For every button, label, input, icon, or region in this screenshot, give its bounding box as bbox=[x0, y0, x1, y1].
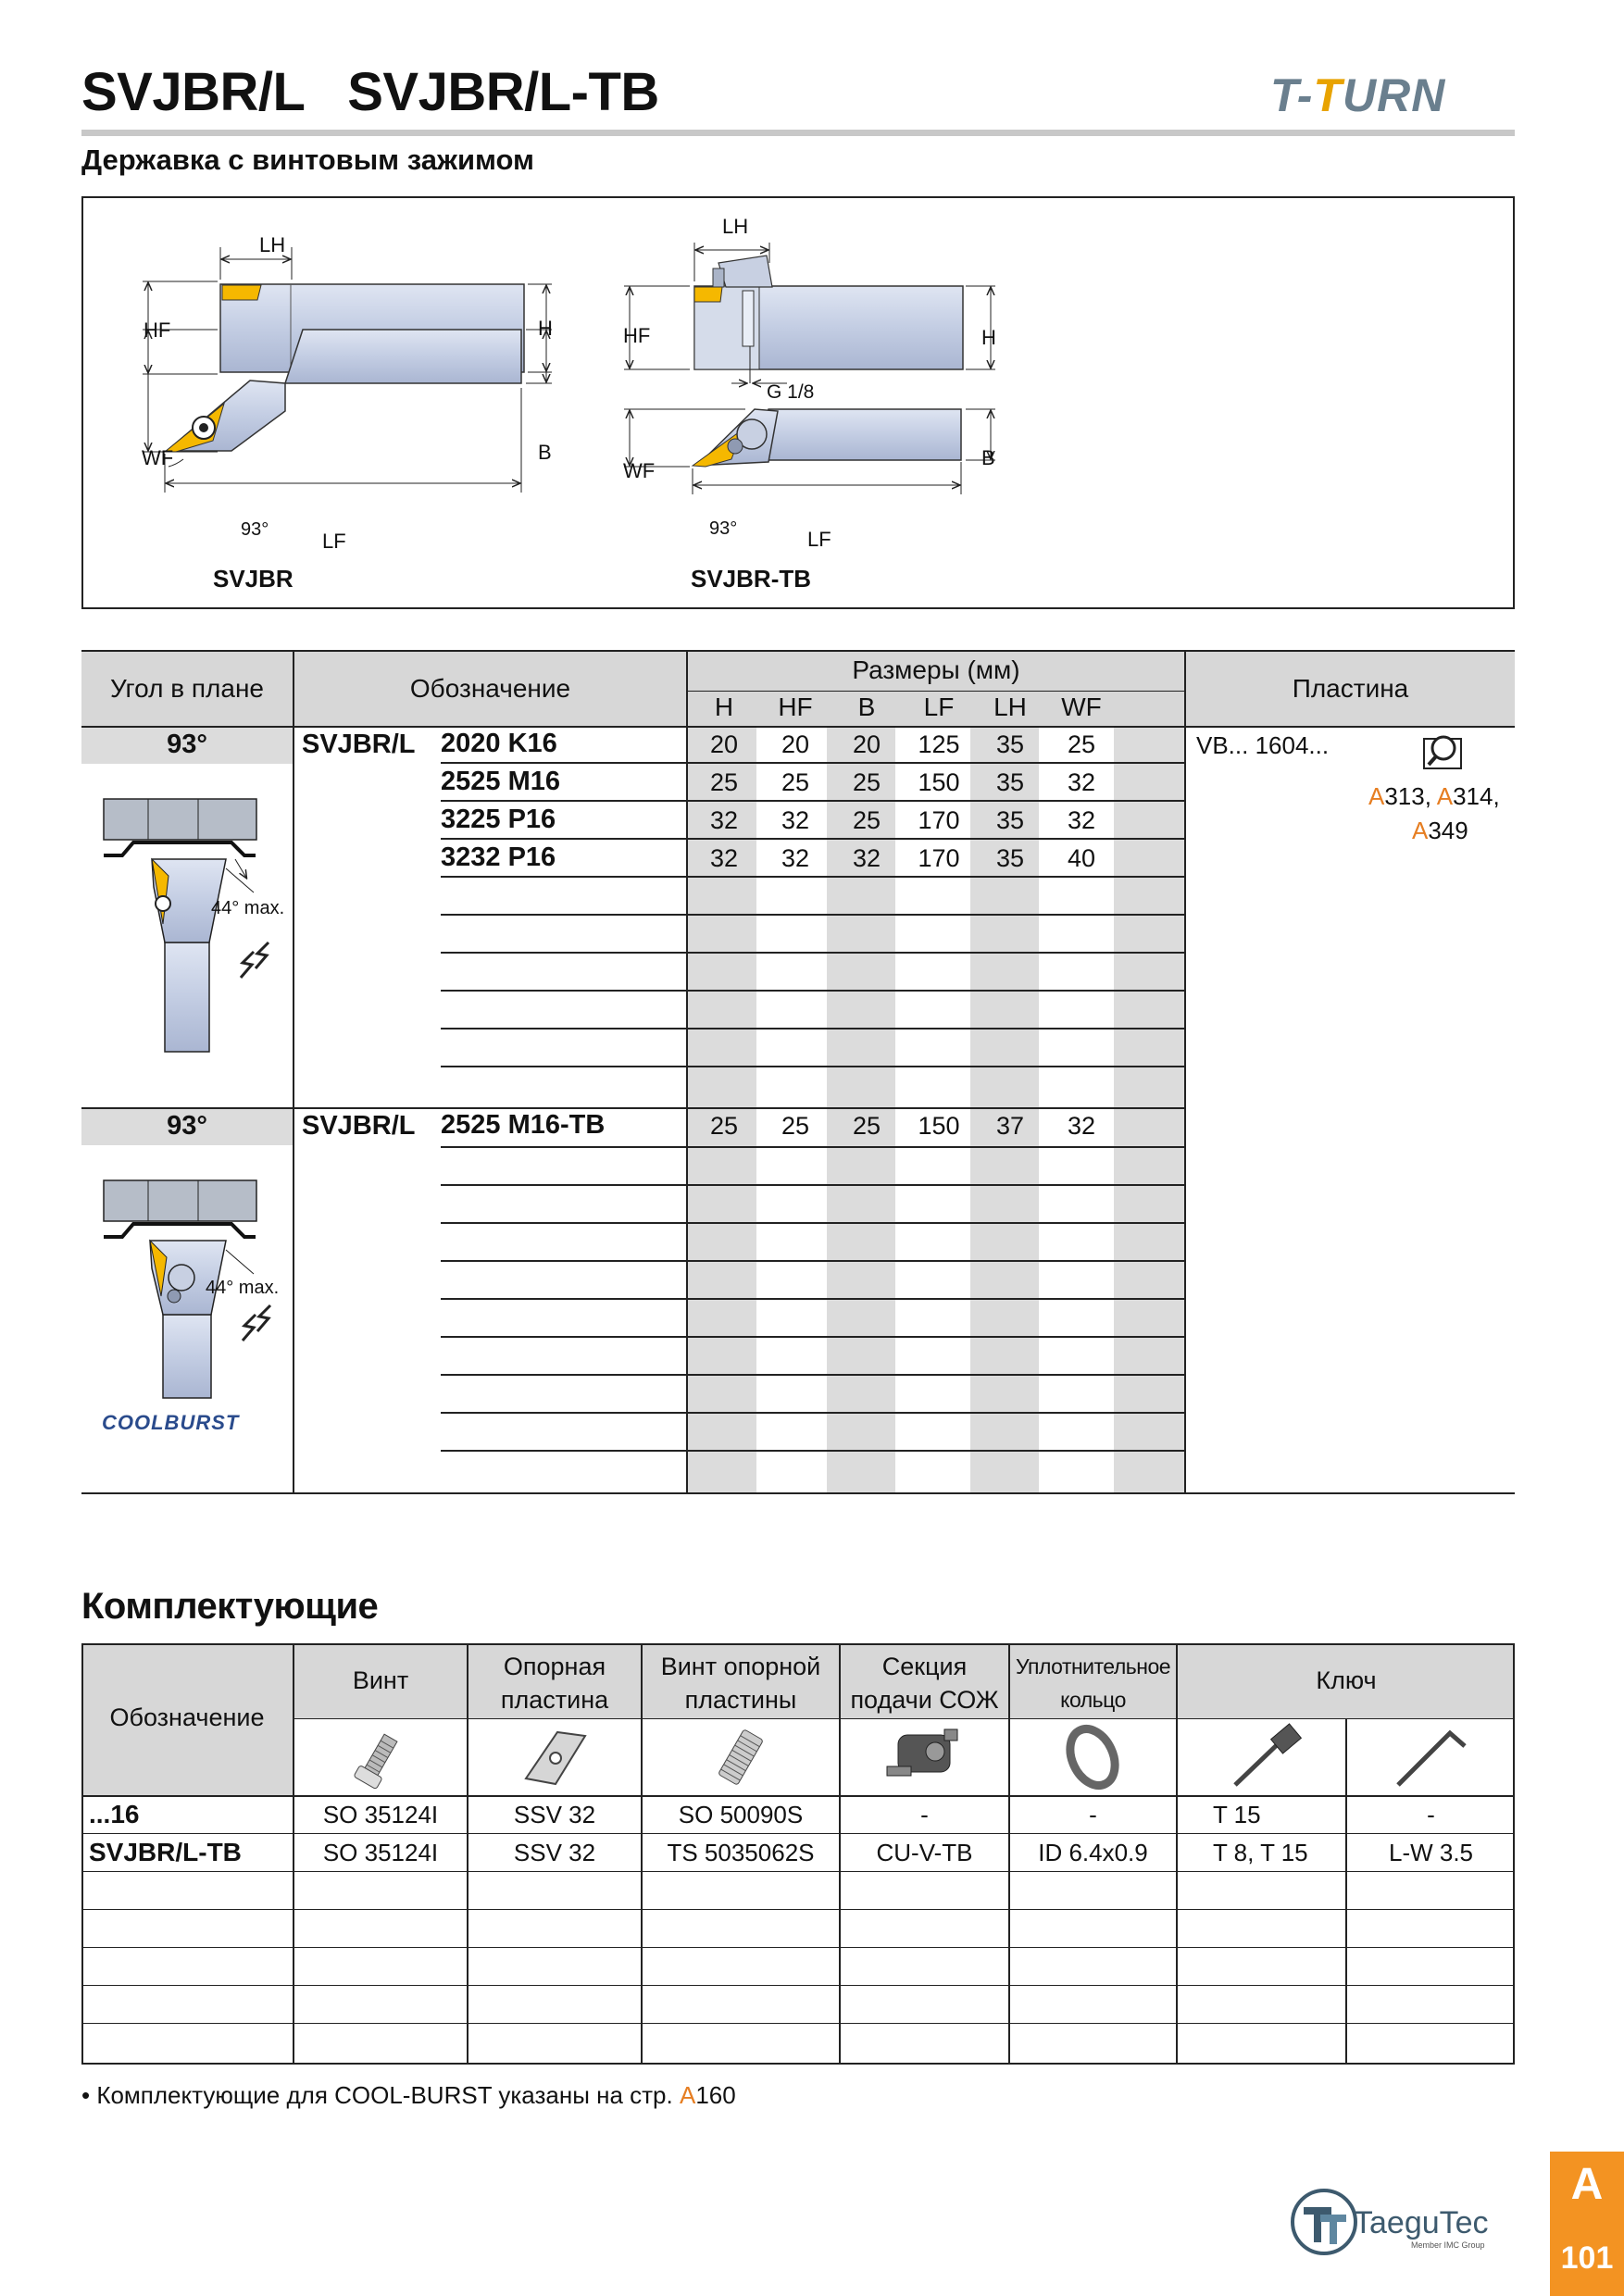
magnifier-icon bbox=[1421, 731, 1466, 772]
dim-h-label: H bbox=[538, 317, 553, 340]
svjbr-tb-caption: SVJBR-TB bbox=[691, 565, 812, 593]
col-header-hf: HF bbox=[778, 693, 813, 721]
header-insert: Пластина bbox=[1292, 674, 1409, 703]
acc-cell: TS 5035062S bbox=[667, 1839, 815, 1866]
acc-cell: SO 35124I bbox=[322, 1839, 439, 1866]
table-row-values: 32 32 32 170 35 40 bbox=[709, 844, 1096, 872]
section-letter: A bbox=[1570, 2160, 1604, 2209]
acc-header-coolant: Секция подачи СОЖ bbox=[850, 1653, 999, 1714]
col-header-b: B bbox=[857, 693, 876, 721]
acc-cell: L-W 3.5 bbox=[1388, 1839, 1474, 1866]
svjbr-top-view bbox=[143, 330, 552, 493]
footnote: • Комплектующие для COOL-BURST указаны на стр. A160 bbox=[81, 2081, 736, 2109]
table-row-values: 32 32 25 170 35 32 bbox=[709, 806, 1096, 834]
dim-wf-label: WF bbox=[142, 446, 174, 469]
page-title: SVJBR/L SVJBR/L-TB bbox=[81, 62, 659, 122]
acc-cell: ID 6.4x0.9 bbox=[1038, 1839, 1148, 1866]
header-divider bbox=[81, 130, 1515, 136]
shim-icon bbox=[518, 1727, 593, 1788]
section-page-tab bbox=[1550, 2152, 1624, 2296]
insert-ref-line1: A313, A314, bbox=[1368, 782, 1500, 810]
dim-lh-label: LH bbox=[259, 233, 286, 256]
acc-row-designation: SVJBR/L-TB bbox=[89, 1838, 242, 1866]
acc-cell: T 8, T 15 bbox=[1213, 1839, 1308, 1866]
page-subtitle: Державка с винтовым зажимом bbox=[81, 144, 534, 176]
col-header-lh: LH bbox=[993, 693, 1027, 721]
dim-h-label: H bbox=[981, 326, 996, 349]
dim-b-label: B bbox=[538, 441, 552, 464]
group2-max-angle: 44° max. bbox=[206, 1278, 280, 1298]
acc-cell: - bbox=[1427, 1801, 1435, 1828]
acc-header-designation: Обозначение bbox=[109, 1703, 265, 1731]
group2-angle: 93° bbox=[167, 1111, 207, 1141]
coolburst-logo: COOLBURST bbox=[102, 1411, 240, 1434]
group2-prefix: SVJBR/L bbox=[302, 1111, 416, 1141]
company-name: TaeguTec bbox=[1354, 2205, 1489, 2240]
col-header-lf: LF bbox=[923, 693, 955, 721]
insert-code: VB... 1604... bbox=[1196, 731, 1330, 759]
group1-max-angle: 44° max. bbox=[211, 898, 285, 918]
acc-cell: - bbox=[920, 1801, 929, 1828]
dim-lh-label: LH bbox=[722, 215, 749, 238]
acc-header-shim-screw: Винт опорной пластины bbox=[660, 1653, 821, 1714]
seal-ring-icon bbox=[1051, 1722, 1134, 1792]
acc-cell: - bbox=[1089, 1801, 1097, 1828]
dim-b-label: B bbox=[981, 446, 995, 469]
taegutec-logo-icon bbox=[1287, 2185, 1361, 2259]
acc-cell: SO 35124I bbox=[322, 1801, 439, 1828]
group1-prefix: SVJBR/L bbox=[302, 730, 416, 759]
dim-wf-label: WF bbox=[623, 459, 656, 482]
col-header-wf: WF bbox=[1061, 693, 1102, 721]
torx-key-icon bbox=[1222, 1722, 1305, 1792]
acc-cell: T 15 bbox=[1213, 1801, 1261, 1828]
col-header-h: H bbox=[714, 693, 734, 721]
col-stripe-b bbox=[827, 727, 895, 1494]
header-designation: Обозначение bbox=[409, 674, 571, 703]
acc-cell: SSV 32 bbox=[513, 1839, 596, 1866]
col-stripe-h bbox=[688, 727, 756, 1494]
header-dimensions: Размеры (мм) bbox=[852, 655, 1020, 684]
insert-ref-line2: A349 bbox=[1412, 817, 1468, 844]
acc-header-seal: Уплотнительное кольцо bbox=[1015, 1654, 1171, 1712]
table-row-values: 25 25 25 150 35 32 bbox=[709, 768, 1096, 796]
svjbr-tb-side-view bbox=[624, 243, 995, 383]
acc-cell: SSV 32 bbox=[513, 1801, 596, 1828]
dim-lf-label: LF bbox=[322, 530, 346, 553]
dim-hf-label: HF bbox=[623, 324, 651, 347]
accessories-title: Комплектующие bbox=[81, 1586, 379, 1627]
dim-lf-label: LF bbox=[807, 528, 831, 551]
acc-header-key: Ключ bbox=[1316, 1666, 1377, 1694]
col-stripe-extra bbox=[1114, 727, 1184, 1494]
group1-angle: 93° bbox=[167, 730, 207, 759]
dimension-column-headers bbox=[688, 693, 1118, 722]
shim-screw-icon bbox=[704, 1724, 778, 1791]
acc-cell: SO 50090S bbox=[678, 1801, 804, 1828]
svjbr-caption: SVJBR bbox=[213, 565, 294, 593]
acc-row-designation: ...16 bbox=[89, 1800, 140, 1828]
coolant-section-icon bbox=[880, 1722, 972, 1792]
angle-label: 93° bbox=[241, 519, 269, 540]
table-row-values: 20 20 20 125 35 25 bbox=[709, 730, 1096, 758]
company-tagline: Member IMC Group bbox=[1411, 2240, 1485, 2250]
group1-clearance-drawing bbox=[96, 794, 291, 1054]
acc-header-screw: Винт bbox=[352, 1666, 409, 1694]
angle-label: 93° bbox=[709, 518, 738, 539]
dim-hf-label: HF bbox=[144, 318, 171, 342]
svjbr-tb-top-view bbox=[624, 409, 995, 494]
brand-logo: T-TURN bbox=[1270, 69, 1446, 121]
page-number: 101 bbox=[1560, 2240, 1614, 2276]
header-angle: Угол в плане bbox=[110, 674, 264, 703]
screw-icon bbox=[343, 1724, 417, 1791]
table-row-values: 25 25 25 150 37 32 bbox=[709, 1112, 1096, 1140]
tool-drawing-panel bbox=[81, 196, 1515, 609]
col-stripe-lh bbox=[970, 727, 1039, 1494]
acc-header-shim: Опорная пластина bbox=[500, 1653, 609, 1714]
acc-cell: CU-V-TB bbox=[876, 1839, 973, 1866]
dim-thread-label: G 1/8 bbox=[767, 381, 815, 403]
hex-key-icon bbox=[1389, 1722, 1472, 1792]
